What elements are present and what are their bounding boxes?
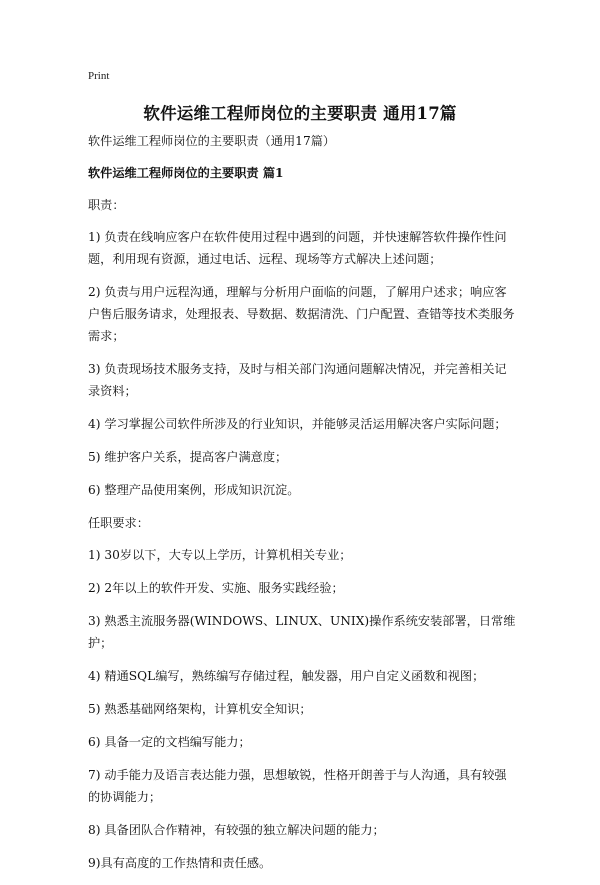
requirement-item: 3) 熟悉主流服务器(WINDOWS、LINUX、UNIX)操作系统安装部署，日常维护； [88, 614, 516, 650]
duties-label: 职责： [88, 198, 125, 212]
requirement-item: 8) 具备团队合作精神，有较强的独立解决问题的能力； [88, 823, 385, 837]
duty-item: 2) 负责与用户远程沟通，理解与分析用户面临的问题，了解用户述求；响应客户售后服务请求，处理报表、导数据、数据清洗、门户配置、查错等技术类服务需求； [88, 285, 515, 343]
requirement-item: 1) 30岁以下，大专以上学历，计算机相关专业； [88, 548, 352, 562]
requirement-item: 7) 动手能力及语言表达能力强，思想敏锐，性格开朗善于与人沟通，具有较强的协调能力； [88, 768, 507, 804]
requirements-label: 任职要求： [88, 516, 149, 530]
print-link[interactable]: Print [88, 70, 110, 82]
document-body [88, 130, 516, 885]
duty-item: 3) 负责现场技术服务支持，及时与相关部门沟通问题解决情况，并完善相关记录资料； [88, 362, 507, 398]
document-subtitle: 软件运维工程师岗位的主要职责（通用17篇） [88, 134, 336, 148]
duty-item: 5) 维护客户关系，提高客户满意度； [88, 450, 288, 464]
duty-item: 6) 整理产品使用案例，形成知识沉淀。 [88, 483, 300, 497]
duty-item: 1) 负责在线响应客户在软件使用过程中遇到的问题，并快速解答软件操作性问题，利用现有资源，通过电话、远程、现场等方式解决上述问题； [88, 230, 507, 266]
page-title: 软件运维工程师岗位的主要职责 通用17篇 [143, 104, 457, 123]
duty-item: 4) 学习掌握公司软件所涉及的行业知识，并能够灵活运用解决客户实际问题； [88, 417, 507, 431]
requirement-item: 9)具有高度的工作热情和责任感。 [88, 856, 272, 870]
requirement-item: 4) 精通SQL编写，熟练编写存储过程，触发器，用户自定义函数和视图； [88, 669, 485, 683]
requirement-item: 2) 2年以上的软件开发、实施、服务实践经验； [88, 581, 344, 595]
section-heading: 软件运维工程师岗位的主要职责 篇1 [88, 166, 284, 180]
requirement-item: 6) 具备一定的文档编写能力； [88, 735, 251, 749]
requirement-item: 5) 熟悉基础网络架构，计算机安全知识； [88, 702, 312, 716]
